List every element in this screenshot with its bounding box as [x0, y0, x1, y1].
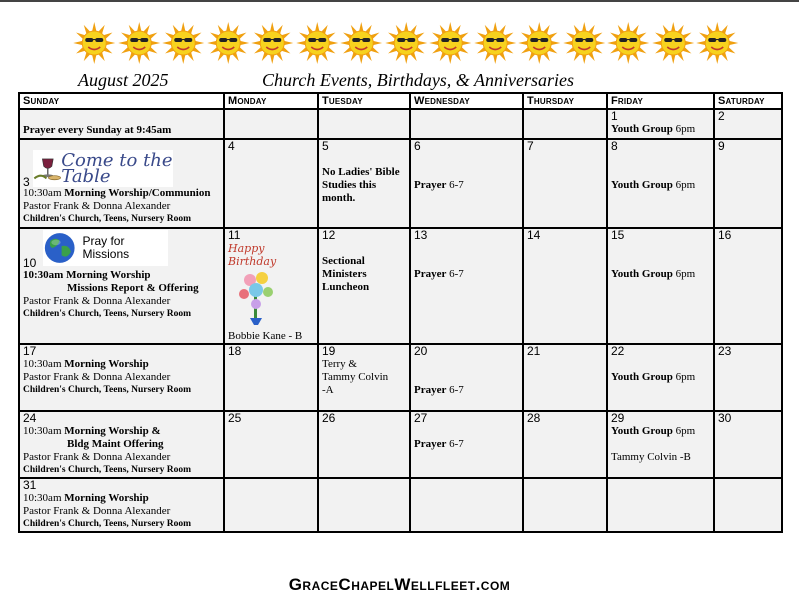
- graphic-caption: Come to the Table: [61, 149, 173, 187]
- day-cell: [19, 228, 224, 344]
- date-number: 13: [414, 228, 428, 242]
- date-number: 10: [23, 256, 37, 270]
- sun-banner: [72, 20, 740, 66]
- event-time: 6pm: [675, 179, 696, 191]
- event-time: 6-7: [449, 179, 464, 191]
- day-cell: [224, 228, 318, 344]
- date-number: 1: [611, 109, 618, 123]
- flower-bouquet-icon: [232, 268, 282, 326]
- communion-cup-icon: [33, 151, 61, 187]
- event-name: Prayer: [414, 179, 447, 191]
- day-cell: [714, 228, 782, 344]
- day-cell: [410, 478, 523, 532]
- service-time: 10:30am: [23, 492, 62, 504]
- date-number: 30: [718, 411, 732, 425]
- event-name: Youth Group: [611, 268, 673, 280]
- week-row: [19, 478, 782, 532]
- birthday-name: Bobbie Kane - B: [228, 330, 303, 342]
- date-number: 6: [414, 139, 421, 153]
- day-cell: [714, 139, 782, 228]
- event-name: Prayer: [414, 384, 447, 396]
- day-cell: [607, 344, 714, 411]
- day-cell: [523, 411, 607, 478]
- church-website: GraceChapelWellfleet.com: [288, 575, 511, 594]
- come-to-the-table-graphic: [33, 150, 173, 187]
- date-number: 11: [228, 228, 241, 242]
- date-number: 29: [611, 411, 625, 425]
- day-cell: [523, 344, 607, 411]
- sun-icon: [473, 20, 518, 66]
- sun-icon: [339, 20, 384, 66]
- birthday-graphic-caption: Happy Birthday: [228, 242, 277, 268]
- header-sunday: Sunday: [19, 93, 224, 109]
- day-cell: [318, 344, 410, 411]
- date-number: 4: [228, 139, 235, 153]
- date-number: 8: [611, 139, 618, 153]
- day-cell: [410, 344, 523, 411]
- date-number: 2: [718, 109, 725, 123]
- day-cell: [224, 109, 318, 139]
- service-time: 10:30am: [23, 187, 62, 199]
- day-cell: [410, 411, 523, 478]
- day-cell: [523, 109, 607, 139]
- pastor-line: Pastor Frank & Donna Alexander: [23, 200, 171, 212]
- event-name: Youth Group: [611, 123, 673, 135]
- graphic-caption: Pray for Missions: [82, 234, 130, 261]
- childrens-line: Children's Church, Teens, Nursery Room: [23, 385, 192, 395]
- date-number: 31: [23, 478, 37, 492]
- day-cell: [224, 411, 318, 478]
- date-number: 7: [527, 139, 534, 153]
- day-cell: [523, 228, 607, 344]
- day-cell: [607, 109, 714, 139]
- birthday-name: Tammy Colvin -B: [611, 451, 691, 463]
- sun-icon: [384, 20, 429, 66]
- pastor-line: Pastor Frank & Donna Alexander: [23, 295, 171, 307]
- day-cell: [318, 411, 410, 478]
- service-time: 10:30am: [23, 425, 62, 437]
- service-name: Morning Worship/Communion: [64, 187, 211, 199]
- service-line: 10:30am Morning Worship: [23, 269, 151, 281]
- date-number: 27: [414, 411, 428, 425]
- day-cell: [410, 139, 523, 228]
- day-cell: [224, 344, 318, 411]
- childrens-line: Children's Church, Teens, Nursery Room: [23, 309, 192, 319]
- sunday-prayer-note: Prayer every Sunday at 9:45am: [23, 124, 172, 136]
- top-rule: [0, 0, 799, 2]
- service-line: Bldg Maint Offering: [67, 438, 164, 450]
- event-time: 6-7: [449, 384, 464, 396]
- pastor-line: Pastor Frank & Donna Alexander: [23, 371, 171, 383]
- day-cell: [224, 478, 318, 532]
- service-name: Morning Worship: [64, 492, 149, 504]
- sun-icon: [606, 20, 651, 66]
- day-cell: [714, 344, 782, 411]
- week-row: [19, 411, 782, 478]
- event-name: Prayer: [414, 438, 447, 450]
- event-name: Prayer: [414, 268, 447, 280]
- date-number: 18: [228, 344, 242, 358]
- event-name: Youth Group: [611, 425, 673, 437]
- sun-icon: [206, 20, 251, 66]
- childrens-line: Children's Church, Teens, Nursery Room: [23, 214, 192, 224]
- sun-icon: [161, 20, 206, 66]
- day-cell: [19, 344, 224, 411]
- childrens-line: Children's Church, Teens, Nursery Room: [23, 465, 192, 475]
- globe-icon: [43, 230, 76, 266]
- date-number: 28: [527, 411, 541, 425]
- sun-icon: [295, 20, 340, 66]
- date-number: 20: [414, 344, 428, 358]
- event-time: 6pm: [675, 371, 696, 383]
- date-number: 15: [611, 228, 625, 242]
- day-cell: [410, 228, 523, 344]
- sun-icon: [517, 20, 562, 66]
- day-cell: [224, 139, 318, 228]
- calendar-month: August 2025: [78, 70, 169, 90]
- date-number: 9: [718, 139, 725, 153]
- event-time: 6-7: [449, 268, 464, 280]
- day-cell: [318, 139, 410, 228]
- day-cell: [523, 139, 607, 228]
- service-name: Morning Worship: [64, 358, 149, 370]
- calendar-subtitle: Church Events, Birthdays, & Anniversaries: [262, 70, 574, 90]
- day-cell: [607, 411, 714, 478]
- anniversary-line: Terry &: [322, 358, 357, 370]
- anniversary-line: Tammy Colvin: [322, 371, 389, 383]
- day-cell: [714, 109, 782, 139]
- day-cell: [318, 228, 410, 344]
- day-cell: [19, 109, 224, 139]
- event-time: 6pm: [675, 123, 696, 135]
- date-number: 23: [718, 344, 732, 358]
- sun-icon: [695, 20, 740, 66]
- event-name: Youth Group: [611, 371, 673, 383]
- sun-icon: [72, 20, 117, 66]
- event-time: 6-7: [449, 438, 464, 450]
- day-cell: [607, 139, 714, 228]
- service-name: Morning Worship &: [64, 425, 161, 437]
- header-monday: Monday: [224, 93, 318, 109]
- date-number: 21: [527, 344, 541, 358]
- day-cell: [318, 109, 410, 139]
- date-number: 17: [23, 344, 37, 358]
- day-cell: [714, 411, 782, 478]
- date-number: 26: [322, 411, 336, 425]
- event-time: 6pm: [675, 268, 696, 280]
- week-row: [19, 139, 782, 228]
- week-row: [19, 109, 782, 139]
- date-number: 12: [322, 228, 336, 242]
- date-number: 19: [322, 344, 336, 358]
- day-cell: [714, 478, 782, 532]
- sun-icon: [651, 20, 696, 66]
- date-number: 5: [322, 139, 329, 153]
- anniversary-line: -A: [322, 384, 334, 396]
- service-line: Missions Report & Offering: [67, 282, 199, 294]
- pastor-line: Pastor Frank & Donna Alexander: [23, 505, 171, 517]
- day-cell: [19, 139, 224, 228]
- date-number: 3: [23, 175, 30, 189]
- header-saturday: Saturday: [714, 93, 782, 109]
- header-wednesday: Wednesday: [410, 93, 523, 109]
- week-row: [19, 228, 782, 344]
- header-friday: Friday: [607, 93, 714, 109]
- day-cell: [19, 478, 224, 532]
- header-tuesday: Tuesday: [318, 93, 410, 109]
- event-note: Sectional Ministers Luncheon: [322, 255, 370, 293]
- sun-icon: [250, 20, 295, 66]
- date-number: 22: [611, 344, 625, 358]
- event-name: Youth Group: [611, 179, 673, 191]
- pray-for-missions-graphic: [43, 230, 168, 266]
- date-number: 14: [527, 228, 541, 242]
- date-number: 16: [718, 228, 732, 242]
- sun-icon: [117, 20, 162, 66]
- event-note: No Ladies' Bible Studies this month.: [322, 166, 400, 204]
- date-number: 25: [228, 411, 242, 425]
- week-row: [19, 344, 782, 411]
- pastor-line: Pastor Frank & Donna Alexander: [23, 451, 171, 463]
- event-time: 6pm: [675, 425, 696, 437]
- service-time: 10:30am: [23, 358, 62, 370]
- day-cell: [607, 228, 714, 344]
- day-cell: [523, 478, 607, 532]
- calendar-grid: [18, 92, 783, 533]
- day-cell: [607, 478, 714, 532]
- day-cell: [318, 478, 410, 532]
- sun-icon: [428, 20, 473, 66]
- header-thursday: Thursday: [523, 93, 607, 109]
- sun-icon: [562, 20, 607, 66]
- day-cell: [19, 411, 224, 478]
- date-number: 24: [23, 411, 37, 425]
- childrens-line: Children's Church, Teens, Nursery Room: [23, 519, 192, 529]
- day-cell: [410, 109, 523, 139]
